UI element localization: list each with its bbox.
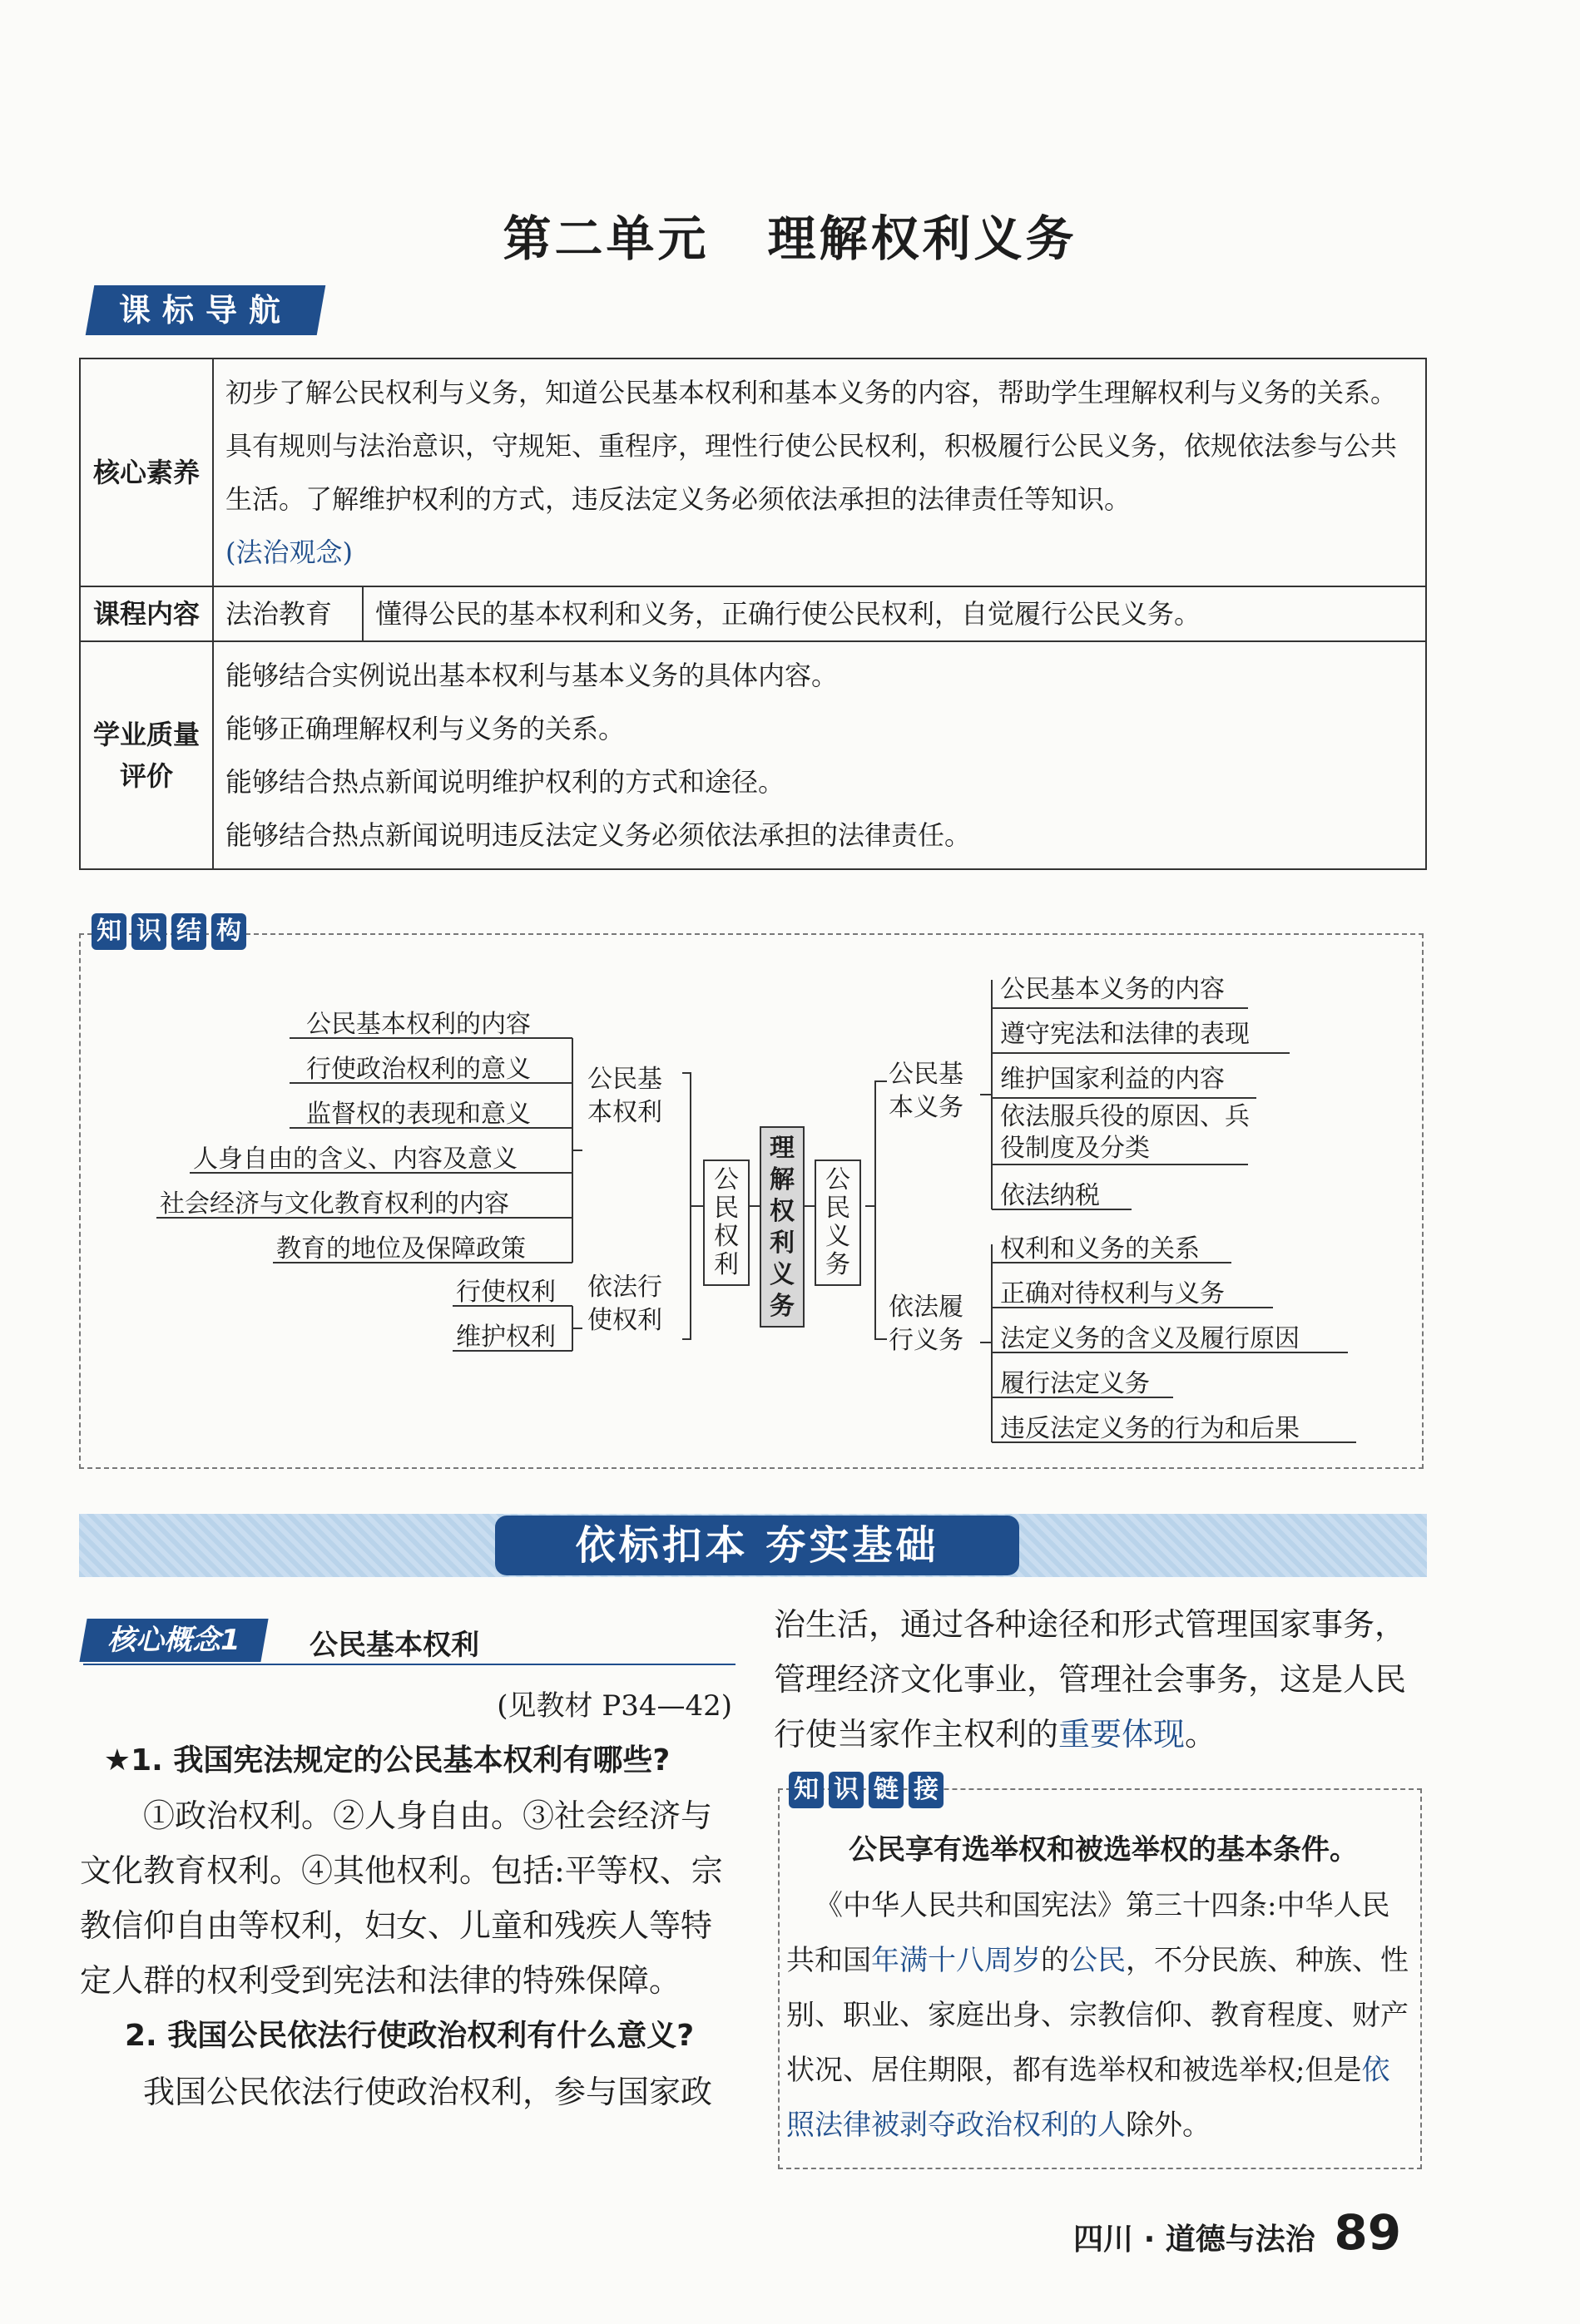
core-literacy-text: 初步了解公民权利与义务，知道公民基本权利和基本义务的内容，帮助学生理解权利与义务的关系。具有规则与法治意识，守规矩、重程序，理性行使公民权利，积极履行公民义务，依规依法参与公共生活。了解维护权利的方式，违反法定义务必须依法承担的法律责任等知识。 bbox=[225, 377, 1398, 515]
mm-exercise-item: 行使权利 bbox=[456, 1278, 556, 1307]
knowledge-link-tag: 知 识 链 接 bbox=[789, 1772, 948, 1808]
footer bbox=[1073, 2204, 1401, 2261]
mm-basic-rights-item: 行使政治权利的意义 bbox=[306, 1055, 531, 1084]
footer-region: 四川 bbox=[1073, 2223, 1134, 2257]
answer-2-start: 我国公民依法行使政治权利，参与国家政 bbox=[143, 2074, 713, 2110]
page-number: 89 bbox=[1334, 2204, 1402, 2261]
mm-perform-item: 法定义务的含义及履行原因 bbox=[1000, 1324, 1300, 1353]
link-title: 公民享有选举权和被选举权的基本条件。 bbox=[849, 1833, 1358, 1867]
mm-basic-rights-item: 人身自由的含义、内容及意义 bbox=[193, 1145, 518, 1174]
question-2: 2. 我国公民依法行使政治权利有什么意义? bbox=[125, 2019, 695, 2053]
quality-item: 能够正确理解权利与义务的关系。 bbox=[225, 713, 626, 744]
mm-exercise-rights-label: 依法行使权利 bbox=[587, 1273, 662, 1335]
core-literacy-note: (法治观念) bbox=[225, 536, 353, 568]
mm-basic-duties-item: 维护国家利益的内容 bbox=[1000, 1065, 1225, 1094]
mm-basic-rights-item: 公民基本权利的内容 bbox=[306, 1010, 531, 1039]
quality-item: 能够结合实例说出基本权利与基本义务的具体内容。 bbox=[225, 660, 839, 691]
left-column-body bbox=[80, 1733, 736, 2119]
mm-center-box: 理解权利义务 bbox=[770, 1134, 795, 1321]
quality-item: 能够结合热点新闻说明维护权利的方式和途径。 bbox=[225, 766, 785, 798]
quality-item: 能够结合热点新闻说明违反法定义务必须依法承担的法律责任。 bbox=[225, 819, 972, 851]
concept-title: 公民基本权利 bbox=[310, 1629, 479, 1662]
mm-basic-duties-item: 公民基本义务的内容 bbox=[1000, 975, 1225, 1004]
course-content-sub: 法治教育 bbox=[213, 586, 363, 641]
textbook-reference: (见教材 P34—42) bbox=[497, 1689, 732, 1723]
mm-basic-duties-item: 遵守宪法和法律的表现 bbox=[1000, 1020, 1250, 1049]
mm-basic-duties-item: 依法服兵役的原因、兵役制度及分类 bbox=[1000, 1102, 1250, 1163]
answer-2-continued: 治生活，通过各种途径和形式管理国家事务，管理经济文化事业，管理社会事务，这是人民行使当家作主权利的重要体现。 bbox=[774, 1606, 1407, 1753]
course-content-text: 懂得公民的基本权利和义务，正确行使公民权利，自觉履行公民义务。 bbox=[363, 586, 1426, 641]
mm-basic-duties-item: 依法纳税 bbox=[1000, 1181, 1100, 1210]
link-body: 《中华人民共和国宪法》第三十四条:中华人民共和国年满十八周岁的公民，不分民族、种族、性别、职业、家庭出身、宗教信仰、教育程度、财产状况、居住期限，都有选举权和被选举权;但是依照法律被剥夺政治权利的人除外。 bbox=[786, 1889, 1409, 2142]
mm-perform-item: 权利和义务的关系 bbox=[1000, 1234, 1200, 1263]
answer-1: ①政治权利。②人身自由。③社会经济与文化教育权利。④其他权利。包括:平等权、宗教信仰自由等权利，妇女、儿童和残疾人等特定人群的权利受到宪法和法律的特殊保障。 bbox=[80, 1797, 723, 1999]
mm-perform-item: 违反法定义务的行为和后果 bbox=[1000, 1414, 1300, 1443]
core-concept-tag: 核心概念1 bbox=[79, 1619, 268, 1662]
mm-exercise-item: 维护权利 bbox=[456, 1323, 556, 1352]
section-banner: 依标扣本 夯实基础 bbox=[495, 1516, 1019, 1575]
course-content-label: 课程内容 bbox=[80, 586, 213, 641]
mm-perform-item: 履行法定义务 bbox=[1000, 1369, 1150, 1398]
footer-dot: · bbox=[1143, 2223, 1156, 2257]
mm-basic-rights-item: 监督权的表现和意义 bbox=[306, 1100, 531, 1129]
right-column-body bbox=[774, 1597, 1427, 1762]
mm-perform-item: 正确对待权利与义务 bbox=[1000, 1279, 1225, 1308]
mm-basic-rights-item: 社会经济与文化教育权利的内容 bbox=[160, 1189, 509, 1219]
mm-perform-duties-label: 依法履行义务 bbox=[889, 1293, 963, 1355]
quality-label: 学业质量 评价 bbox=[80, 641, 213, 869]
mm-basic-rights-label: 公民基本权利 bbox=[587, 1065, 662, 1127]
knowledge-structure-tag: 知 识 结 构 bbox=[92, 913, 251, 950]
mm-duties-box: 公民义务 bbox=[825, 1165, 850, 1279]
mm-basic-duties-label: 公民基本义务 bbox=[889, 1060, 963, 1122]
curriculum-nav-tag: 课标导航 bbox=[86, 285, 326, 335]
mm-basic-rights-item: 教育的地位及保障政策 bbox=[276, 1234, 526, 1263]
core-literacy-label: 核心素养 bbox=[80, 358, 213, 586]
question-1: ★1. 我国宪法规定的公民基本权利有哪些? bbox=[103, 1743, 671, 1778]
unit-title: 第二单元 理解权利义务 bbox=[503, 210, 1077, 267]
mm-rights-box: 公民权利 bbox=[714, 1165, 739, 1279]
concept-title-rule bbox=[83, 1664, 736, 1665]
footer-subject: 道德与法治 bbox=[1165, 2223, 1315, 2257]
